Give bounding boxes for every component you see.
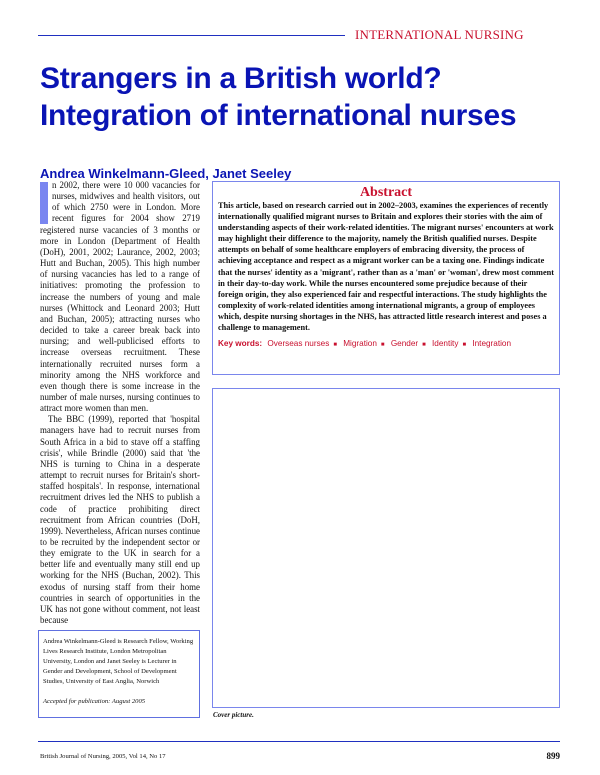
keyword: Overseas nurses [267,339,330,349]
section-label: INTERNATIONAL NURSING [355,27,524,42]
abstract-box [212,181,560,375]
keyword: Integration [472,339,512,349]
bullet-icon: ■ [380,342,385,349]
title-line-2: Integration of international nurses [40,99,517,132]
journal-citation: British Journal of Nursing, 2005, Vol 14, No 17 [40,753,166,760]
keyword: Identity [432,339,459,349]
author-info-box [38,630,200,718]
figure-caption: Cover picture. [213,711,254,719]
body-paragraph: n 2002, there were 10 000 vacancies for nurses, midwives and health visitors, out of which 2750 were in London. More recent figures for 2004 show 2719 registered nurse vacancies of 3 months or more in London (Department of Health (DoH), 2001, 2002; Laurance, 2002, 2003; Hutt and Buchan, 2005). This high number of nursing vacancies has led to a range of initiatives: promoting the profession to increase the numbers of young and male nurses (Whittock and Leonard 2003; Hutt and Buchan, 2005); attracting nurses who decided to take a career break back into nursing; and well-publicised efforts to increase overseas recruitment. These internationally recruited nurses form a minority among the NHS workforce and even though there is some increase in the number of male nurses, nursing continues to attract more women than men. [40,180,200,414]
abstract-heading: Abstract [359,185,413,200]
bullet-icon: ■ [462,342,467,349]
header-rule [38,35,345,36]
article-authors: Andrea Winkelmann-Gleed, Janet Seeley [40,166,292,181]
footer-rule [38,741,560,742]
title-line-1: Strangers in a British world? [40,62,442,95]
drop-cap [40,182,48,224]
keywords [218,339,554,348]
article-title [40,60,516,134]
page-number: 899 [546,751,560,761]
keyword: Gender [390,339,419,349]
body-column [40,180,200,626]
author-bio: Andrea Winkelmann-Gleed is Research Fellow, Working Lives Research Institute, London Metropolitan University, London and Janet Seeley is Lecturer in Gender and Development, School of Development Studies, University of East Anglia, Norwich [43,638,194,685]
abstract-text: This article, based on research carried out in 2002–2003, examines the experiences of recently internationally qualified migrant nurses to Britain and explores their stories with the aim of understanding aspects of their work-related identities. The migrant nurses' encounters at work may highlight their difference to the majority, namely the British qualified nurses. Despite attempts on behalf of some healthcare employers of embracing diversity, the process of achieving acceptance and respect as a migrant worker can be a taxing one. Findings indicate that the nurses' identity as a 'migrant', rather than as a 'man' or 'woman', drew most comment in their day-to-day work. While the nurses encountered some prejudice because of their foreign origin, they also experienced fair and respectful interactions. The study highlights the complexity of work-related identities among international migrants, a group of employees which, despite nursing shortages in the NHS, has attracted little research interest and poses a challenge to management. [218,201,555,333]
accepted-date: Accepted for publication: August 2005 [43,698,146,705]
keywords-label: Key words: [218,339,263,349]
body-paragraph: The BBC (1999), reported that 'hospital managers have had to recruit nurses from South Africa in a bid to stave off a staffing crisis', while Brindle (2000) said that 'the NHS is turning to China in a desperate attempt to recruit nurses for Britain's short-staffed hospitals'. In response, international recruitment drives led the NHS to publish a code of practice prohibiting direct recruitment from African countries (DoH, 1999). Nevertheless, African nurses continue to be recruited by the independent sector or they emigrate to the UK in search for a better life and eventually many still end up working for the NHS (Buchan, 2002). This exodus of nursing staff from their home countries in search of opportunities in the UK has not gone without comment, not least because [40,414,200,626]
bullet-icon: ■ [422,342,426,349]
keyword: Migration [343,339,377,349]
cover-picture-frame [212,388,560,708]
bullet-icon: ■ [333,342,337,349]
